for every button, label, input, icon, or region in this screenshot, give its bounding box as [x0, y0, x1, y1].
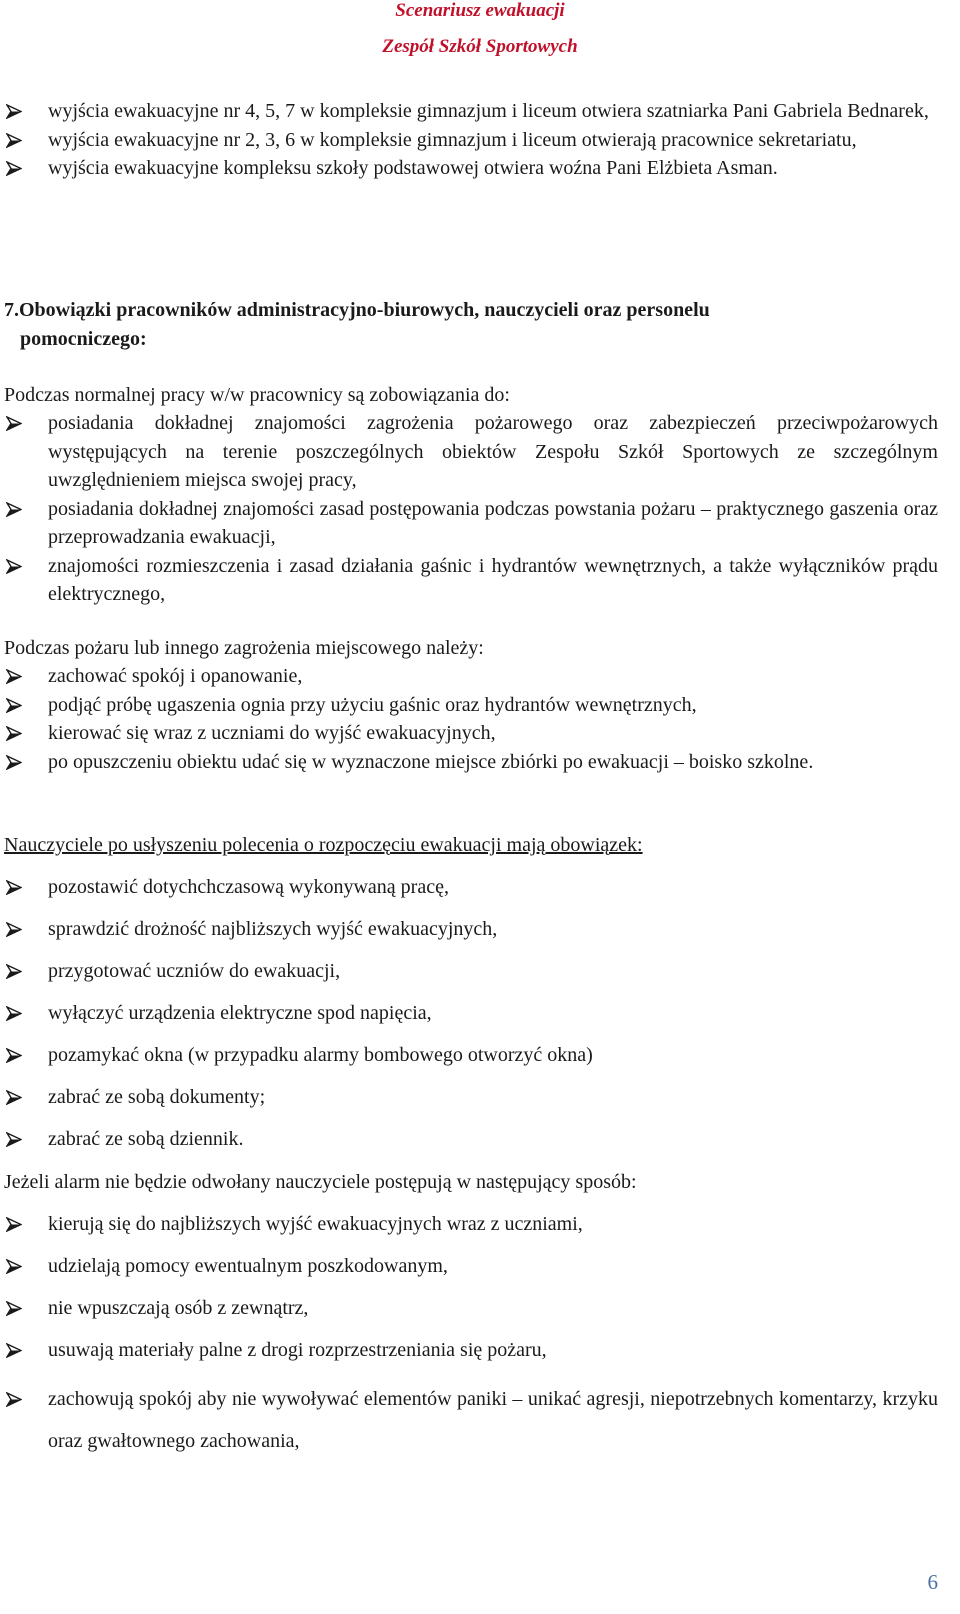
arrow-bullet-icon — [6, 873, 26, 902]
normal-work-list — [0, 409, 960, 609]
list-item — [0, 409, 960, 495]
arrow-bullet-icon — [6, 915, 26, 944]
section-heading-line2: pomocniczego: — [20, 327, 147, 350]
arrow-bullet-icon — [6, 748, 26, 777]
arrow-bullet-icon — [6, 1041, 26, 1070]
fire-list — [0, 662, 960, 776]
list-item-text: wyjścia ewakuacyjne kompleksu szkoły podstawowej otwiera woźna Pani Elżbieta Asman. — [48, 157, 778, 179]
section-heading — [4, 296, 938, 353]
list-item-text: zabrać ze sobą dokumenty; — [48, 1086, 266, 1108]
arrow-bullet-icon — [6, 1210, 26, 1239]
list-item — [0, 957, 960, 986]
arrow-bullet-icon — [6, 495, 26, 524]
list-item — [0, 1336, 960, 1365]
arrow-bullet-icon — [6, 126, 26, 155]
section-heading-line1: 7.Obowiązki pracowników administracyjno-biurowych, nauczycieli oraz personelu — [4, 299, 710, 321]
list-item-text: kierują się do najbliższych wyjść ewakuacyjnych wraz z uczniami, — [48, 1213, 583, 1235]
list-item-text: zabrać ze sobą dziennik. — [48, 1128, 244, 1150]
list-item — [0, 915, 960, 944]
header-title: Scenariusz ewakuacji — [395, 0, 565, 21]
fire-intro: Podczas pożaru lub innego zagrożenia miejscowego należy: — [4, 637, 484, 659]
arrow-bullet-icon — [6, 691, 26, 720]
list-item-text: zachować spokój i opanowanie, — [48, 665, 303, 687]
arrow-bullet-icon — [6, 409, 26, 438]
alarm-list — [0, 1210, 960, 1476]
list-item-text: posiadania dokładnej znajomości zagrożenia pożarowego oraz zabezpieczeń przeciwpożarowych występujących na terenie poszczególnych obiektów Zespołu Szkół Sportowych ze szczególnym uwzględnieniem miejsca swojej pracy, — [48, 412, 938, 491]
list-item — [0, 1210, 960, 1239]
list-item-text: sprawdzić drożność najbliższych wyjść ewakuacyjnych, — [48, 918, 498, 940]
list-item — [0, 748, 960, 777]
list-item-text: zachowują spokój aby nie wywoływać elementów paniki – unikać agresji, niepotrzebnych komentarzy, krzyku oraz gwałtownego zachowania, — [48, 1388, 938, 1452]
arrow-bullet-icon — [6, 154, 26, 183]
list-item — [0, 495, 960, 552]
arrow-bullet-icon — [6, 1083, 26, 1112]
list-item-text: nie wpuszczają osób z zewnątrz, — [48, 1297, 309, 1319]
list-item-text: po opuszczeniu obiektu udać się w wyznaczone miejsce zbiórki po ewakuacji – boisko szkolne. — [48, 750, 814, 773]
list-item-text: pozamykać okna (w przypadku alarmy bombowego otworzyć okna) — [48, 1044, 593, 1066]
list-item — [0, 1378, 960, 1462]
header-subtitle: Zespół Szkół Sportowych — [382, 36, 578, 57]
arrow-bullet-icon — [6, 552, 26, 581]
list-item-text: wyłączyć urządzenia elektryczne spod napięcia, — [48, 1002, 432, 1024]
arrow-bullet-icon — [6, 1125, 26, 1154]
list-item-text: udzielają pomocy ewentualnym poszkodowanym, — [48, 1255, 448, 1277]
list-item-text: znajomości rozmieszczenia i zasad działania gaśnic i hydrantów wewnętrznych, a także wyłączników prądu elektrycznego, — [48, 554, 938, 605]
page-number: 6 — [927, 1570, 938, 1594]
list-item — [0, 552, 960, 609]
list-item — [0, 691, 960, 720]
list-item — [0, 662, 960, 691]
arrow-bullet-icon — [6, 97, 26, 126]
arrow-bullet-icon — [6, 662, 26, 691]
arrow-bullet-icon — [6, 1294, 26, 1323]
list-item-text: wyjścia ewakuacyjne nr 2, 3, 6 w kompleksie gimnazjum i liceum otwierają pracownice sekretariatu, — [48, 128, 857, 151]
normal-work-intro: Podczas normalnej pracy w/w pracownicy są zobowiązania do: — [4, 384, 510, 406]
list-item-text: kierować się wraz z uczniami do wyjść ewakuacyjnych, — [48, 722, 496, 744]
arrow-bullet-icon — [6, 1252, 26, 1281]
list-item — [0, 1041, 960, 1070]
list-item — [0, 1125, 960, 1154]
teachers-list — [0, 873, 960, 1167]
arrow-bullet-icon — [6, 1378, 26, 1420]
list-item — [0, 1252, 960, 1281]
arrow-bullet-icon — [6, 999, 26, 1028]
list-item — [0, 1294, 960, 1323]
exits-list — [0, 97, 960, 183]
list-item — [0, 719, 960, 748]
list-item — [0, 154, 960, 183]
teachers-intro: Nauczyciele po usłyszeniu polecenia o rozpoczęciu ewakuacji mają obowiązek: — [4, 834, 643, 856]
list-item — [0, 97, 960, 126]
list-item — [0, 999, 960, 1028]
list-item-text: podjąć próbę ugaszenia ognia przy użyciu gaśnic oraz hydrantów wewnętrznych, — [48, 693, 697, 716]
list-item-text: wyjścia ewakuacyjne nr 4, 5, 7 w kompleksie gimnazjum i liceum otwiera szatniarka Pani Gabriela Bednarek, — [48, 100, 929, 122]
list-item-text: przygotować uczniów do ewakuacji, — [48, 960, 341, 982]
list-item-text: posiadania dokładnej znajomości zasad postępowania podczas powstania pożaru – praktycznego gaszenia oraz przeprowadzania ewakuacji, — [48, 497, 938, 548]
list-item — [0, 126, 960, 155]
list-item-text: pozostawić dotychchczasową wykonywaną pracę, — [48, 876, 449, 898]
list-item — [0, 873, 960, 902]
list-item — [0, 1083, 960, 1112]
arrow-bullet-icon — [6, 957, 26, 986]
arrow-bullet-icon — [6, 719, 26, 748]
list-item-text: usuwają materiały palne z drogi rozprzestrzeniania się pożaru, — [48, 1339, 547, 1361]
arrow-bullet-icon — [6, 1336, 26, 1365]
alarm-intro: Jeżeli alarm nie będzie odwołany nauczyciele postępują w następujący sposób: — [4, 1171, 637, 1193]
